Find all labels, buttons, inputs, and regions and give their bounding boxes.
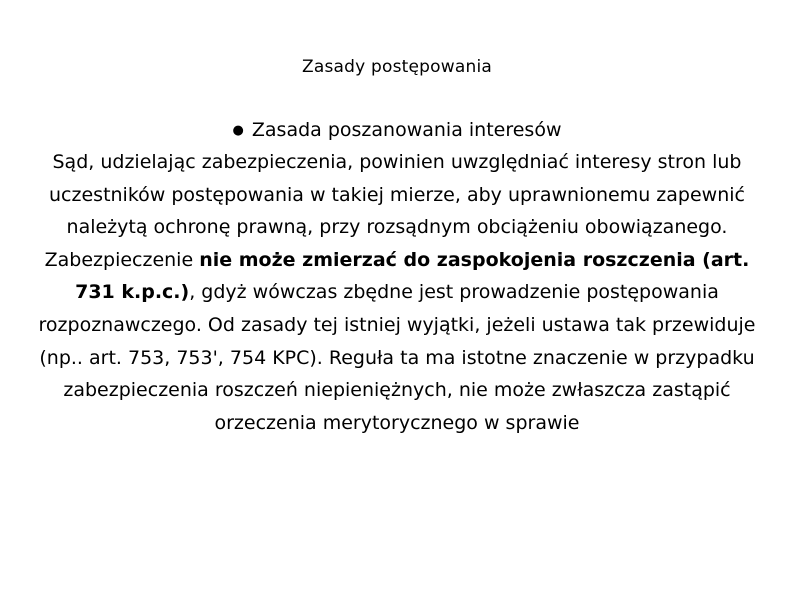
- paragraph-part-2-end: , gdyż wówczas zbędne jest prowadzenie postępowania rozpoznawczego. Od zasady tej istniej wyjątki, jeżeli ustawa tak przewiduje (np.. art. 753, 753', 754 KPC).: [38, 281, 756, 369]
- bullet-heading-line: [0, 117, 794, 144]
- body-paragraph: [30, 146, 764, 439]
- paragraph-part-3: Reguła ta ma istotne znaczenie w przypadku zabezpieczenia roszczeń niepieniężnych, nie może zwłaszcza zastąpić orzeczenia merytorycznego w sprawie: [63, 346, 755, 434]
- bullet-dot-icon: ●: [232, 123, 244, 138]
- paragraph-part-1: Sąd, udzielając zabezpieczenia, powinien uwzględniać interesy stron lub uczestników postępowania w takiej mierze, aby uprawnionemu zapewnić należytą ochronę prawną, przy rozsądnym obciążeniu obowiązanego.: [49, 151, 745, 239]
- bullet-heading: Zasada poszanowania interesów: [251, 119, 562, 141]
- paragraph-part-2-bold: nie może zmierzać do zaspokojenia roszczenia (art. 731 k.p.c.): [75, 248, 750, 304]
- paragraph-part-2-start: Zabezpieczenie: [44, 248, 200, 271]
- slide-title: Zasady postępowania: [302, 57, 492, 77]
